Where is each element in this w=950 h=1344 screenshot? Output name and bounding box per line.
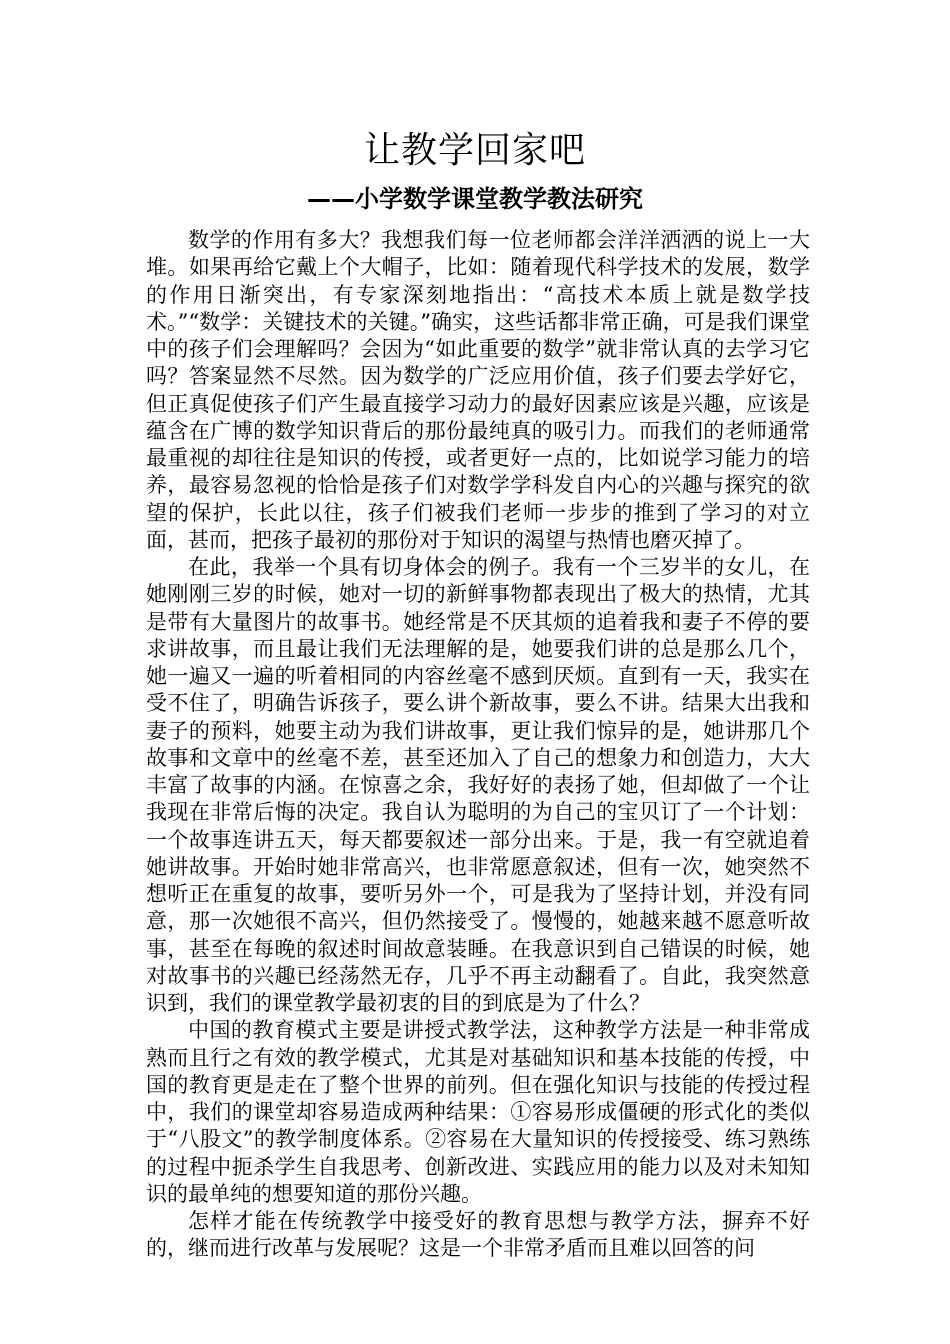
- body-paragraph: 中国的教育模式主要是讲授式教学法，这种教学方法是一种非常成熟而且行之有效的教学模式，尤其是对基础知识和基本技能的传授，中国的教育更是走在了整个世界的前列。但在强化知识与技能的传授过程中，我们的课堂却容易造成两种结果：①容易形成僵硬的形式化的类似于“八股文”的教学制度体系。②容易在大量知识的传授接受、练习熟练的过程中扼杀学生自我思考、创新改进、实践应用的能力以及对未知知识的最单纯的想要知道的那份兴趣。: [146, 1018, 810, 1206]
- body-paragraph: 怎样才能在传统教学中接受好的教育思想与教学方法，摒弃不好的，继而进行改革与发展呢？这是一个非常矛盾而且难以回答的问: [146, 1209, 810, 1261]
- document-title: 让教学回家吧: [363, 130, 586, 171]
- body-paragraph: 在此，我举一个具有切身体会的例子。我有一个三岁半的女儿，在她刚刚三岁的时候，她对一切的新鲜事物都表现出了极大的热情，尤其是带有大量图片的故事书。她经常是不厌其烦的追着我和妻子不停的要求讲故事，而且最让我们无法理解的是，她要我们讲的总是那么几个，她一遍又一遍的听着相同的内容丝毫不感到厌烦。直到有一天，我实在受不住了，明确告诉孩子，要么讲个新故事，要么不讲。结果大出我和妻子的预料，她要主动为我们讲故事，更让我们惊异的是，她讲那几个故事和文章中的丝毫不差，甚至还加入了自己的想象力和创造力，大大丰富了故事的内涵。在惊喜之余，我好好的表扬了她，但却做了一个让我现在非常后悔的决定。我自认为聪明的为自己的宝贝订了一个计划：一个故事连讲五天，每天都要叙述一部分出来。于是，我一有空就追着她讲故事。开始时她非常高兴，也非常愿意叙述，但有一次，她突然不想听正在重复的故事，要听另外一个，可是我为了坚持计划，并没有同意，那一次她很不高兴，但仍然接受了。慢慢的，她越来越不愿意听故事，甚至在每晚的叙述时间故意装睡。在我意识到自己错误的时候，她对故事书的兴趣已经荡然无存，几乎不再主动翻看了。自此，我突然意识到，我们的课堂教学最初衷的目的到底是为了什么？: [146, 555, 810, 1015]
- document-body: [146, 227, 810, 1263]
- body-paragraph: 数学的作用有多大？我想我们每一位老师都会洋洋洒洒的说上一大堆。如果再给它戴上个大帽子，比如：随着现代科学技术的发展，数学的作用日渐突出，有专家深刻地指出：“高技术本质上就是数学技术。”“数学：关键技术的关键。”确实，这些话都非常正确，可是我们课堂中的孩子们会理解吗？会因为“如此重要的数学”就非常认真的去学习它吗？答案显然不尽然。因为数学的广泛应用价值，孩子们要去学好它，但正真促使孩子们产生最直接学习动力的最好因素应该是兴趣，应该是蕴含在广博的数学知识背后的那份最纯真的吸引力。而我们的老师通常最重视的却往往是知识的传授，或者更好一点的，比如说学习能力的培养，最容易忽视的恰恰是孩子们对数学学科发自内心的兴趣与探究的欲望的保护，长此以往，孩子们被我们老师一步步的推到了学习的对立面，甚而，把孩子最初的那份对于知识的渴望与热情也磨灭掉了。: [146, 228, 810, 552]
- document-subtitle: ——小学数学课堂教学教法研究: [307, 185, 643, 213]
